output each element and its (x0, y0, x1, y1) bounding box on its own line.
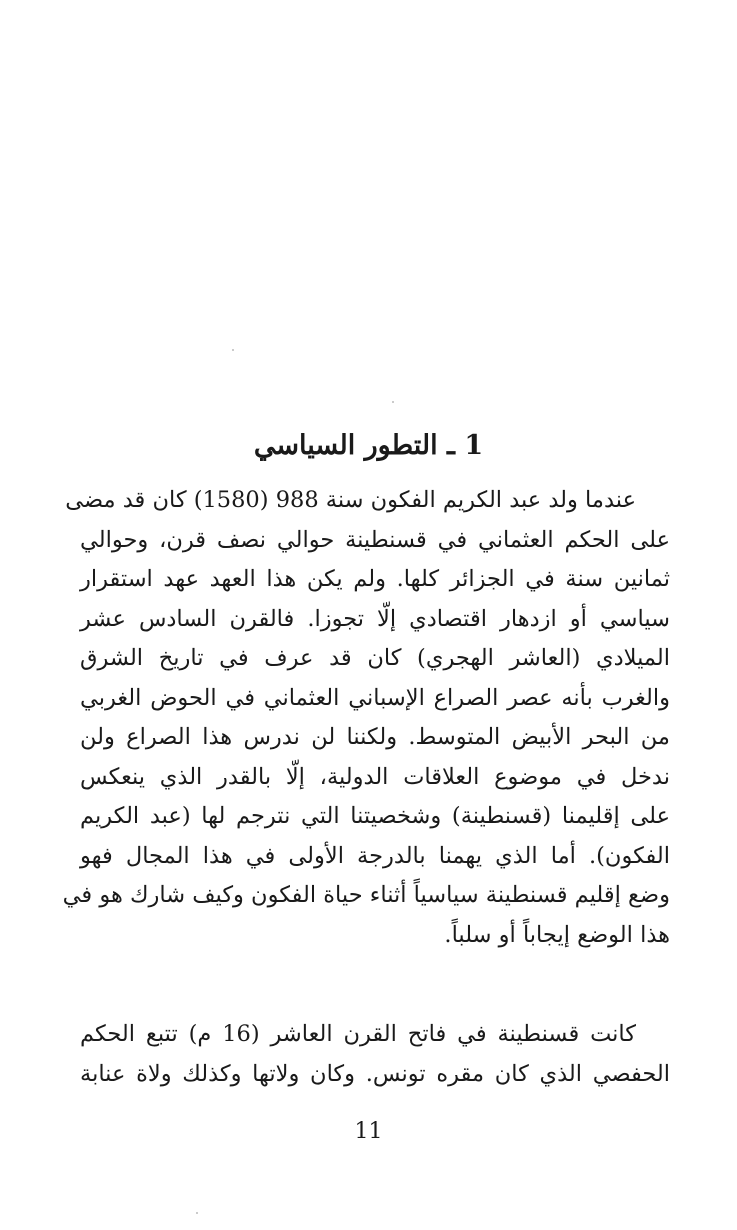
paragraph-line: من البحر الأبيض المتوسط. ولكننا لن ندرس هذا الصراع ولن (80, 724, 670, 750)
paragraph-line: هذا الوضع إيجاباً أو سلباً. (444, 921, 670, 948)
paragraph-line: الفكون). أما الذي يهمنا بالدرجة الأولى في هذا المجال فهو (80, 842, 670, 869)
scan-speck (392, 401, 394, 403)
paragraph-line: ندخل في موضوع العلاقات الدولية، إلّا بالقدر الذي ينعكس (80, 763, 670, 790)
paragraph-line: ثمانين سنة في الجزائر كلها. ولم يكن هذا العهد عهد استقرار (80, 566, 670, 592)
paragraph-line: والغرب بأنه عصر الصراع الإسباني العثماني في الحوض الغربي (80, 684, 670, 711)
paragraph-line: على إقليمنا (قسنطينة) وشخصيتنا التي نترجم لها (عبد الكريم (80, 803, 670, 829)
paragraph-line: على الحكم العثماني في قسنطينة حوالي نصف قرن، وحوالي (80, 526, 670, 553)
paragraph-2 (80, 1015, 670, 1094)
section-heading: 1 ـ التطور السياسي (253, 430, 484, 461)
page-number: 11 (354, 1119, 383, 1144)
paragraph-line: كانت قسنطينة في فاتح القرن العاشر (16 م) تتبع الحكم (80, 1021, 637, 1047)
paragraph-1 (62, 481, 670, 955)
paragraph-line: سياسي أو ازدهار اقتصادي إلّا تجوزا. فالقرن السادس عشر (80, 605, 670, 632)
paragraph-line: وضع إقليم قسنطينة سياسياً أثناء حياة الفكون وكيف شارك هو في (62, 882, 670, 908)
scan-speck (196, 1212, 198, 1214)
paragraph-line: الميلادي (العاشر الهجري) كان قد عرف في تاريخ الشرق (80, 645, 670, 671)
paragraph-line: عندما ولد عبد الكريم الفكون سنة 988 (1580) كان قد مضى (65, 487, 636, 513)
paragraph-line: الحفصي الذي كان مقره تونس. وكان ولاتها وكذلك ولاة عنابة (80, 1060, 670, 1087)
scan-speck (232, 349, 234, 351)
